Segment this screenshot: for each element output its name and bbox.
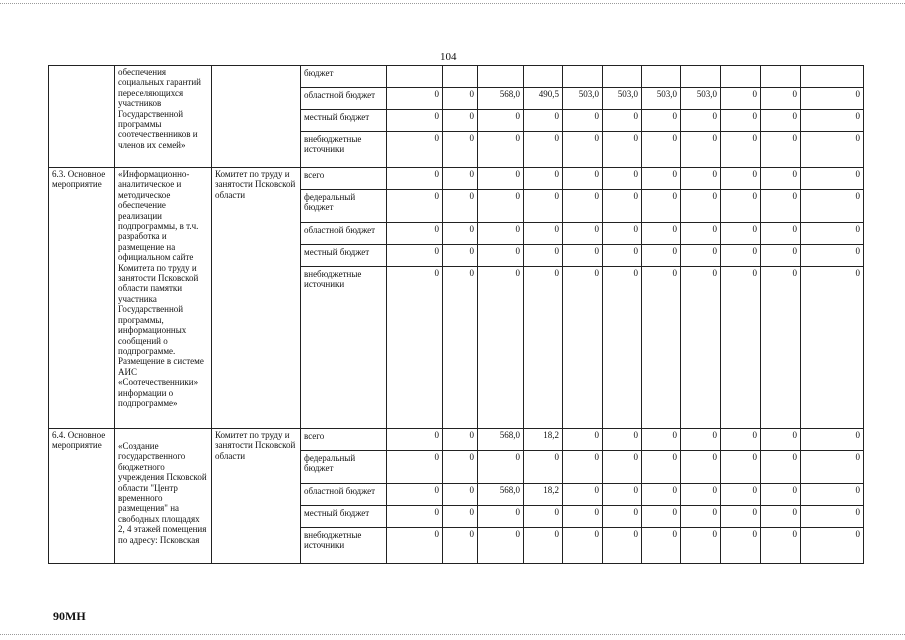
value-cell: 0 — [603, 528, 642, 564]
value-cell: 0 — [478, 190, 524, 223]
value-cell: 0 — [563, 245, 603, 267]
value-cell: 0 — [761, 168, 801, 190]
value-cell: 0 — [801, 506, 864, 528]
value-cell: 0 — [642, 506, 681, 528]
value-cell: 0 — [721, 429, 761, 451]
funding-source-label: внебюджетные источники — [301, 267, 387, 429]
value-cell: 0 — [603, 429, 642, 451]
executor-cell: Комитет по труду и занятости Псковской области — [212, 429, 301, 564]
value-cell: 0 — [603, 223, 642, 245]
value-cell: 0 — [681, 506, 721, 528]
value-cell — [721, 66, 761, 88]
executor-cell — [212, 66, 301, 168]
value-cell: 0 — [387, 223, 443, 245]
value-cell: 0 — [642, 451, 681, 484]
value-cell — [801, 66, 864, 88]
value-cell: 0 — [721, 110, 761, 132]
value-cell: 0 — [642, 190, 681, 223]
value-cell: 0 — [478, 110, 524, 132]
value-cell: 0 — [681, 168, 721, 190]
value-cell: 0 — [387, 190, 443, 223]
funding-source-label: всего — [301, 429, 387, 451]
funding-source-label: федеральный бюджет — [301, 451, 387, 484]
value-cell: 0 — [801, 168, 864, 190]
value-cell: 0 — [443, 506, 478, 528]
value-cell: 0 — [642, 245, 681, 267]
value-cell: 0 — [761, 88, 801, 110]
value-cell: 0 — [801, 451, 864, 484]
table-row — [49, 66, 864, 88]
value-cell — [563, 66, 603, 88]
value-cell: 0 — [801, 267, 864, 429]
funding-source-label: федеральный бюджет — [301, 190, 387, 223]
value-cell: 0 — [761, 223, 801, 245]
value-cell: 0 — [563, 528, 603, 564]
value-cell: 0 — [563, 110, 603, 132]
value-cell: 0 — [721, 223, 761, 245]
value-cell: 0 — [387, 245, 443, 267]
value-cell: 0 — [387, 132, 443, 168]
value-cell: 0 — [681, 132, 721, 168]
value-cell: 568,0 — [478, 484, 524, 506]
value-cell: 0 — [478, 245, 524, 267]
value-cell: 0 — [443, 451, 478, 484]
value-cell: 0 — [801, 245, 864, 267]
value-cell: 0 — [721, 88, 761, 110]
value-cell: 0 — [563, 223, 603, 245]
funding-source-label: областной бюджет — [301, 484, 387, 506]
value-cell: 0 — [524, 190, 563, 223]
value-cell: 0 — [642, 132, 681, 168]
measure-number-cell: 6.3. Основное мероприятие — [49, 168, 115, 429]
value-cell: 0 — [387, 267, 443, 429]
value-cell: 0 — [761, 528, 801, 564]
value-cell: 0 — [642, 168, 681, 190]
value-cell: 0 — [563, 267, 603, 429]
value-cell: 0 — [721, 528, 761, 564]
value-cell: 0 — [761, 451, 801, 484]
value-cell: 0 — [761, 484, 801, 506]
value-cell: 0 — [721, 506, 761, 528]
value-cell: 0 — [642, 484, 681, 506]
value-cell: 0 — [563, 132, 603, 168]
value-cell: 0 — [478, 223, 524, 245]
value-cell: 0 — [563, 168, 603, 190]
value-cell: 0 — [443, 132, 478, 168]
value-cell: 503,0 — [681, 88, 721, 110]
funding-source-label: бюджет — [301, 66, 387, 88]
value-cell: 0 — [801, 132, 864, 168]
footer-code: 90МН — [53, 609, 86, 623]
measure-description-cell: обеспечения социальных гарантий переселяющихся участников Государственной программы соотечественников и членов их семей» — [115, 66, 212, 168]
value-cell: 0 — [721, 245, 761, 267]
value-cell: 0 — [681, 451, 721, 484]
page-number: 104 — [440, 51, 457, 63]
value-cell — [642, 66, 681, 88]
value-cell: 0 — [524, 245, 563, 267]
value-cell: 0 — [478, 528, 524, 564]
value-cell: 0 — [642, 528, 681, 564]
value-cell — [681, 66, 721, 88]
value-cell: 0 — [642, 429, 681, 451]
value-cell: 568,0 — [478, 88, 524, 110]
value-cell: 0 — [761, 190, 801, 223]
value-cell: 0 — [387, 451, 443, 484]
measure-description-cell: «Информационно-аналитическое и методическое обеспечение реализации подпрограммы, в т.ч. разработка и размещение на официальном сайте Комитета по труду и занятости Псковской области памятки участника Государственной программы, информационных сообщений о подпрограмме. Размещение в системе АИС «Соотечественники» информации о подпрограмме» — [115, 168, 212, 429]
value-cell: 0 — [524, 451, 563, 484]
value-cell: 0 — [387, 429, 443, 451]
value-cell: 0 — [443, 223, 478, 245]
value-cell: 0 — [681, 110, 721, 132]
value-cell: 0 — [524, 168, 563, 190]
value-cell: 0 — [524, 110, 563, 132]
value-cell: 0 — [603, 190, 642, 223]
value-cell: 0 — [801, 429, 864, 451]
funding-source-label: местный бюджет — [301, 110, 387, 132]
value-cell: 0 — [478, 451, 524, 484]
value-cell: 0 — [721, 484, 761, 506]
measure-number-cell — [49, 66, 115, 168]
value-cell: 0 — [443, 168, 478, 190]
value-cell: 0 — [563, 451, 603, 484]
value-cell: 0 — [681, 429, 721, 451]
value-cell: 0 — [563, 484, 603, 506]
scan-edge-top — [0, 3, 905, 4]
value-cell: 503,0 — [642, 88, 681, 110]
value-cell: 0 — [387, 506, 443, 528]
value-cell: 0 — [721, 267, 761, 429]
value-cell: 0 — [524, 132, 563, 168]
measure-number-cell: 6.4. Основное мероприятие — [49, 429, 115, 564]
value-cell: 0 — [443, 484, 478, 506]
funding-source-label: областной бюджет — [301, 88, 387, 110]
value-cell: 0 — [563, 506, 603, 528]
budget-table — [48, 65, 864, 564]
value-cell: 0 — [443, 88, 478, 110]
value-cell — [387, 66, 443, 88]
value-cell: 0 — [387, 484, 443, 506]
value-cell: 0 — [761, 132, 801, 168]
value-cell — [524, 66, 563, 88]
value-cell — [443, 66, 478, 88]
executor-cell: Комитет по труду и занятости Псковской области — [212, 168, 301, 429]
value-cell: 0 — [681, 223, 721, 245]
value-cell: 0 — [478, 506, 524, 528]
value-cell: 0 — [603, 484, 642, 506]
value-cell: 0 — [387, 88, 443, 110]
table-row — [49, 168, 864, 190]
value-cell: 0 — [443, 110, 478, 132]
value-cell: 0 — [761, 245, 801, 267]
value-cell: 0 — [443, 245, 478, 267]
value-cell: 0 — [524, 223, 563, 245]
value-cell: 0 — [721, 451, 761, 484]
value-cell — [603, 66, 642, 88]
value-cell: 0 — [443, 429, 478, 451]
value-cell: 0 — [642, 110, 681, 132]
value-cell: 0 — [387, 168, 443, 190]
value-cell: 503,0 — [603, 88, 642, 110]
value-cell: 0 — [443, 528, 478, 564]
value-cell: 0 — [524, 528, 563, 564]
value-cell: 0 — [603, 132, 642, 168]
value-cell: 0 — [603, 245, 642, 267]
funding-source-label: областной бюджет — [301, 223, 387, 245]
table-row — [49, 429, 864, 451]
value-cell: 490,5 — [524, 88, 563, 110]
value-cell: 0 — [443, 190, 478, 223]
value-cell: 0 — [524, 506, 563, 528]
value-cell: 0 — [443, 267, 478, 429]
value-cell: 0 — [801, 190, 864, 223]
value-cell: 0 — [387, 110, 443, 132]
value-cell: 0 — [563, 190, 603, 223]
value-cell: 0 — [681, 484, 721, 506]
value-cell: 0 — [681, 245, 721, 267]
value-cell: 0 — [801, 484, 864, 506]
value-cell: 0 — [761, 506, 801, 528]
value-cell: 0 — [478, 132, 524, 168]
value-cell — [761, 66, 801, 88]
value-cell: 568,0 — [478, 429, 524, 451]
funding-source-label: внебюджетные источники — [301, 132, 387, 168]
value-cell: 0 — [721, 168, 761, 190]
value-cell: 0 — [387, 528, 443, 564]
value-cell: 18,2 — [524, 429, 563, 451]
value-cell: 18,2 — [524, 484, 563, 506]
scan-edge-bottom — [0, 634, 905, 635]
value-cell: 0 — [642, 267, 681, 429]
value-cell: 0 — [801, 528, 864, 564]
value-cell: 0 — [603, 451, 642, 484]
value-cell: 0 — [603, 110, 642, 132]
funding-source-label: местный бюджет — [301, 506, 387, 528]
value-cell: 0 — [801, 223, 864, 245]
measure-description-cell: «Создание государственного бюджетного учреждения Псковской области "Центр временного размещения" на свободных площадях 2, 4 этажей помещения по адресу: Псковская — [115, 429, 212, 564]
value-cell: 0 — [761, 429, 801, 451]
value-cell: 0 — [563, 429, 603, 451]
value-cell: 0 — [681, 528, 721, 564]
value-cell: 0 — [801, 88, 864, 110]
value-cell: 0 — [603, 267, 642, 429]
funding-source-label: местный бюджет — [301, 245, 387, 267]
value-cell: 0 — [478, 168, 524, 190]
value-cell: 0 — [603, 168, 642, 190]
value-cell: 0 — [761, 110, 801, 132]
value-cell: 0 — [761, 267, 801, 429]
value-cell: 0 — [721, 132, 761, 168]
value-cell: 0 — [681, 267, 721, 429]
value-cell — [478, 66, 524, 88]
value-cell: 0 — [801, 110, 864, 132]
value-cell: 0 — [603, 506, 642, 528]
funding-source-label: всего — [301, 168, 387, 190]
value-cell: 0 — [721, 190, 761, 223]
funding-source-label: внебюджетные источники — [301, 528, 387, 564]
value-cell: 0 — [478, 267, 524, 429]
value-cell: 0 — [524, 267, 563, 429]
value-cell: 0 — [642, 223, 681, 245]
value-cell: 0 — [681, 190, 721, 223]
value-cell: 503,0 — [563, 88, 603, 110]
